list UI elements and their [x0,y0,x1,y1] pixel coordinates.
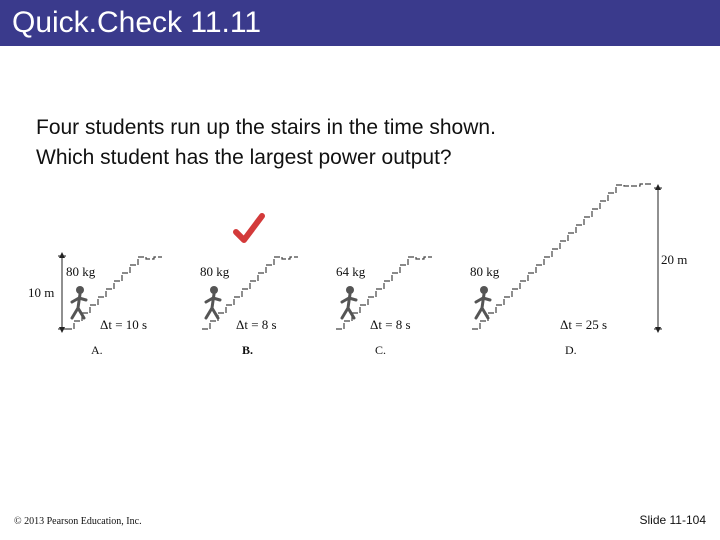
option-a-time: Δt = 10 s [100,317,148,332]
question-line-2: Which student has the largest power output? [36,146,452,169]
option-d-mass: 80 kg [470,264,500,279]
runner-figure-b [206,286,220,318]
slide-number: Slide 11-104 [639,513,706,527]
option-b-time: Δt = 8 s [236,317,277,332]
stairs-figure [0,170,720,370]
height-label-20m: 20 m [661,252,688,267]
option-a-diagram [28,252,162,357]
option-b-mass: 80 kg [200,264,230,279]
option-a-mass: 80 kg [66,264,96,279]
option-d-diagram [470,184,687,357]
title-bar [0,0,720,46]
option-c-diagram [336,257,432,357]
option-c-time: Δt = 8 s [370,317,411,332]
runner-figure-d [476,286,490,318]
option-d-time: Δt = 25 s [560,317,608,332]
option-b-diagram [200,257,298,357]
stairs-diagram [0,170,720,370]
copyright-text: © 2013 Pearson Education, Inc. [14,516,142,527]
question-line-1: Four students run up the stairs in the time shown. [36,116,496,139]
option-b-letter: B. [242,343,254,357]
slide-title: Quick.Check 11.11 [12,6,262,39]
question-text [36,113,676,173]
option-a-letter: A. [91,343,103,357]
option-d-letter: D. [565,343,577,357]
option-c-mass: 64 kg [336,264,366,279]
checkmark-icon [236,216,262,240]
height-label-10m: 10 m [28,285,55,300]
option-c-letter: C. [375,343,387,357]
